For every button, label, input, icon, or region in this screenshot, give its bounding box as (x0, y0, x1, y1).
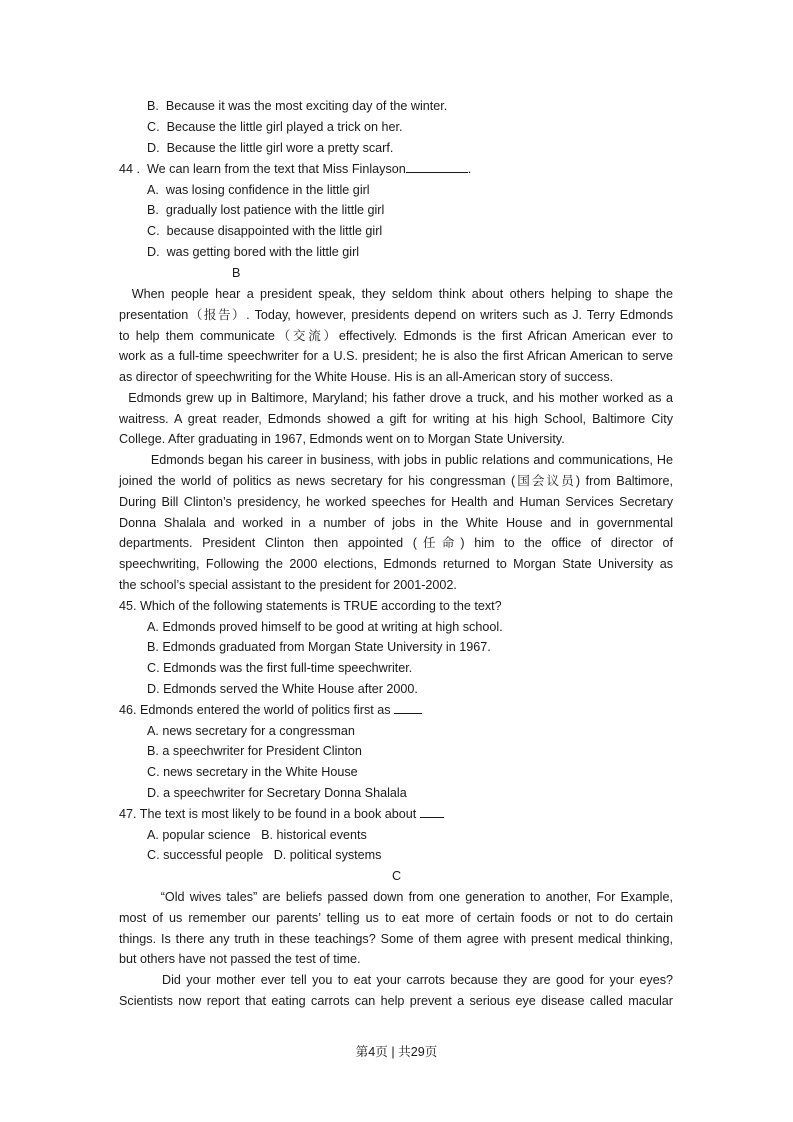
answer-blank (420, 806, 444, 818)
passage-b-line: the school’s special assistant to the president for 2001-2002. (119, 578, 457, 592)
passage-b-line: During Bill Clinton’s presidency, he worked speeches for Health and Human Services Secretary (119, 495, 673, 509)
passage-b-line: When people hear a president speak, they seldom think about others helping to shape the (119, 287, 673, 301)
passage-c-line: but others have not passed the test of time. (119, 952, 361, 966)
passage-b-line: departments. President Clinton then appointed (任命) him to the office of director of (119, 536, 673, 550)
q43-option-d: D. Because the little girl wore a pretty scarf. (147, 141, 394, 155)
q45-stem: 45. Which of the following statements is TRUE according to the text? (119, 599, 502, 613)
q46-option-b: B. a speechwriter for President Clinton (147, 744, 362, 758)
q47-stem-text: 47. The text is most likely to be found in a book about (119, 807, 420, 821)
passage-b-line: presentation（报告）. Today, however, presidents depend on writers such as J. Terry Edmonds (119, 308, 673, 322)
q46-option-d: D. a speechwriter for Secretary Donna Shalala (147, 786, 407, 800)
passage-b-line: waitress. A great reader, Edmonds showed a gift for writing at his high School, Baltimore City (119, 412, 673, 426)
passage-c-line: Scientists now report that eating carrots can help prevent a serious eye disease called macular (119, 994, 673, 1008)
q44-stem (119, 161, 471, 177)
passage-c-line: Did your mother ever tell you to eat your carrots because they are good for your eyes? (119, 973, 673, 987)
passage-c-line: things. Is there any truth in these teachings? Some of them agree with present medical thinking, (119, 932, 673, 946)
section-c-heading: C (392, 869, 402, 883)
passage-c-line: most of us remember our parents’ telling us to eat more of certain foods or not to do certain (119, 911, 673, 925)
passage-b-line: Donna Shalala and worked in a number of jobs in the White House and in governmental (119, 516, 673, 530)
passage-c-line: “Old wives tales” are beliefs passed down from one generation to another, For Example, (119, 890, 673, 904)
q45-option-b: B. Edmonds graduated from Morgan State University in 1967. (147, 640, 491, 654)
q47-options-row-2: C. successful people D. political systems (147, 848, 382, 862)
answer-blank (394, 702, 422, 714)
passage-b-line: speechwriting, Following the 2000 elections, Edmonds returned to Morgan State University as (119, 557, 673, 571)
passage-b-line: joined the world of politics as news secretary for his congressman (国会议员) from Baltimore, (119, 474, 673, 488)
q44-option-a: A. was losing confidence in the little girl (147, 183, 370, 197)
q46-option-c: C. news secretary in the White House (147, 765, 358, 779)
passage-b-line: College. After graduating in 1967, Edmonds went on to Morgan State University. (119, 432, 565, 446)
q44-option-b: B. gradually lost patience with the little girl (147, 203, 385, 217)
passage-b-line: Edmonds began his career in business, with jobs in public relations and communications, He (119, 453, 673, 467)
q45-option-d: D. Edmonds served the White House after 2000. (147, 682, 418, 696)
passage-b-line: work as a full-time speechwriter for a U.S. president; he is also the first African American to serve (119, 349, 673, 363)
q47-stem (119, 806, 444, 822)
q44-option-c: C. because disappointed with the little girl (147, 224, 383, 238)
q47-options-row-1: A. popular science B. historical events (147, 828, 367, 842)
passage-b-line: as director of speechwriting for the White House. His is an all-American story of success. (119, 370, 614, 384)
section-b-heading: B (232, 266, 241, 280)
q43-option-b: B. Because it was the most exciting day of the winter. (147, 99, 448, 113)
q45-option-a: A. Edmonds proved himself to be good at writing at high school. (147, 620, 503, 634)
q43-option-c: C. Because the little girl played a trick on her. (147, 120, 403, 134)
q46-stem-text: 46. Edmonds entered the world of politics first as (119, 703, 395, 717)
q46-stem (119, 702, 422, 718)
q44-stem-end: . (467, 162, 472, 176)
passage-b-line: to help them communicate（交流）effectively. Edmonds is the first African American ever to (119, 329, 673, 343)
q45-option-c: C. Edmonds was the first full-time speechwriter. (147, 661, 413, 675)
answer-blank (406, 161, 468, 173)
q46-option-a: A. news secretary for a congressman (147, 724, 355, 738)
page-number-footer: 第4页 | 共29页 (355, 1045, 438, 1059)
q44-option-d: D. was getting bored with the little girl (147, 245, 360, 259)
q44-stem-text: 44 . We can learn from the text that Miss Finlayson (119, 162, 406, 176)
passage-b-line: Edmonds grew up in Baltimore, Maryland; his father drove a truck, and his mother worked as a (119, 391, 673, 405)
